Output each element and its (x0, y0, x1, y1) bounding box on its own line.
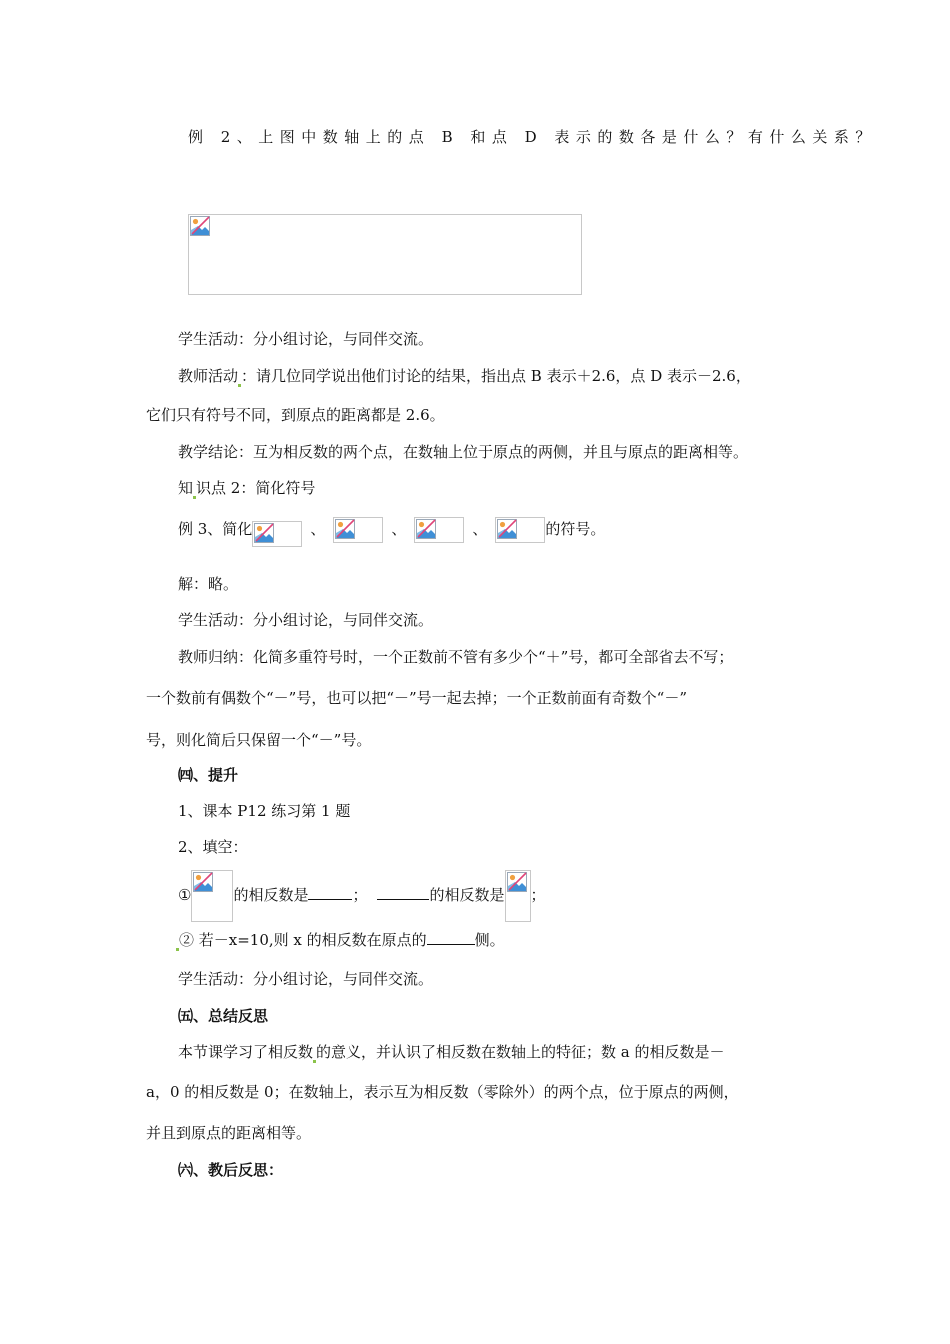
teacher-activity-line-1 (178, 365, 751, 387)
formula-image-5 (191, 870, 233, 922)
induction-line-2: 一个数前有偶数个“－”号，也可以把“－”号一起去掉；一个正数前面有奇数个“－” (146, 689, 688, 707)
exercise-item-2: 2、填空： (178, 838, 248, 856)
broken-image-icon (416, 519, 436, 539)
section-4-heading: ㈣、提升 (178, 766, 239, 784)
student-activity-1: 学生活动：分小组讨论，与同伴交流。 (178, 330, 434, 348)
broken-image-icon (190, 216, 210, 236)
example-3-suffix: 的符号。 (545, 520, 606, 538)
exercise-item-1: 1、课本 P12 练习第 1 题 (178, 802, 351, 820)
formula-image-2 (333, 517, 383, 543)
fill-2-text: ② 若－x=10,则 x 的相反数在原点的 (179, 931, 427, 949)
fill-in-2 (176, 929, 505, 951)
knowledge-point-2-title: 识点 2：简化符号 (196, 479, 316, 497)
number-line-image (188, 214, 582, 295)
answer-blank-2[interactable] (377, 885, 429, 900)
fill-1-end: ； (530, 886, 546, 904)
circle-one: ① (178, 886, 192, 904)
summary-line-3: 并且到原点的距离相等。 (146, 1124, 312, 1142)
fill-1-text: 的相反数是 (233, 886, 309, 904)
fill-in-1 (178, 867, 546, 923)
broken-image-icon (497, 519, 517, 539)
teacher-activity-text: ：请几位同学说出他们讨论的结果，指出点 B 表示＋2.6，点 D 表示－2.6， (241, 367, 751, 385)
summary-line-1 (178, 1041, 725, 1063)
separator: 、 (310, 520, 326, 538)
solution: 解：略。 (178, 575, 239, 593)
separator: 、 (472, 520, 488, 538)
formula-image-3 (414, 517, 464, 543)
example-2-question: 例 2、上图中数轴上的点 B 和点 D 表示的数各是什么？有什么关系？ (188, 128, 877, 146)
example-3-prefix: 例 3、简化 (178, 520, 253, 538)
broken-image-icon (193, 872, 213, 892)
broken-image-icon (507, 872, 527, 892)
broken-image-icon (254, 523, 274, 543)
fill-1-separator: ； (352, 886, 368, 904)
summary-line-2: a，0 的相反数是 0；在数轴上，表示互为相反数（零除外）的两个点，位于原点的两侧， (146, 1083, 739, 1101)
section-5-heading: ㈤、总结反思 (178, 1007, 269, 1025)
summary-text-b: 的意义，并认识了相反数在数轴上的特征；数 a 的相反数是－ (316, 1043, 725, 1061)
teaching-conclusion: 教学结论：互为相反数的两个点，在数轴上位于原点的两侧，并且与原点的距离相等。 (178, 443, 749, 461)
broken-image-icon (335, 519, 355, 539)
example-3 (178, 513, 605, 547)
answer-blank-3[interactable] (427, 930, 475, 945)
summary-text-a: 本节课学习了相反数 (178, 1043, 314, 1061)
student-activity-3: 学生活动：分小组讨论，与同伴交流。 (178, 970, 434, 988)
formula-image-4 (495, 517, 545, 543)
formula-image-6 (505, 870, 531, 922)
teacher-activity-label: 教师活动 (178, 367, 239, 385)
induction-line-1: 教师归纳：化简多重符号时，一个正数前不管有多少个“＋”号，都可全部省去不写； (178, 648, 734, 666)
student-activity-2: 学生活动：分小组讨论，与同伴交流。 (178, 611, 434, 629)
section-6-heading: ㈥、教后反思： (178, 1161, 284, 1179)
teacher-activity-line-2: 它们只有符号不同，到原点的距离都是 2.6。 (146, 406, 445, 424)
fill-1-text-2: 的相反数是 (429, 886, 505, 904)
knowledge-point-2 (178, 477, 315, 499)
induction-line-3: 号，则化简后只保留一个“－”号。 (146, 731, 372, 749)
separator: 、 (391, 520, 407, 538)
answer-blank-1[interactable] (308, 885, 352, 900)
formula-image-1 (252, 521, 302, 547)
fill-2-end: 侧。 (474, 931, 505, 949)
knowledge-point-2-first-char: 知 (178, 479, 194, 497)
